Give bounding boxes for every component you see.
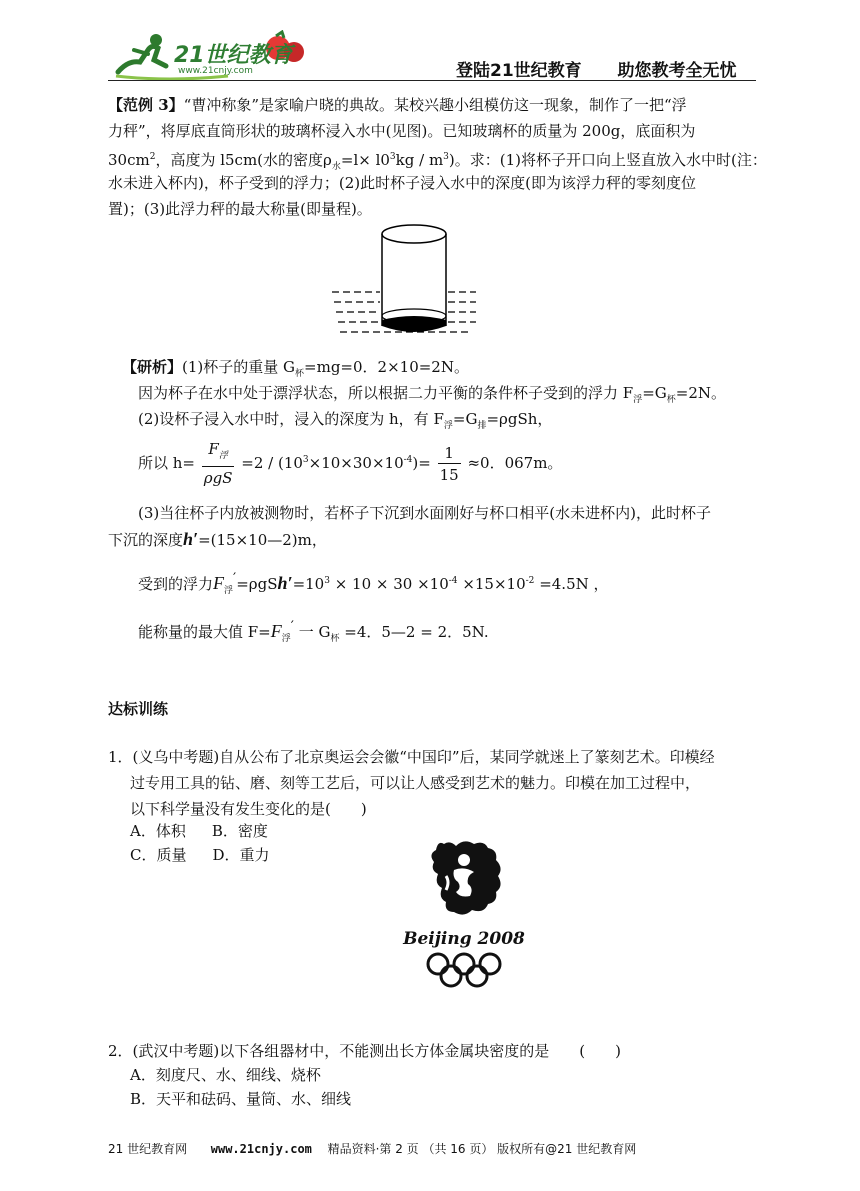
footer: [108, 1140, 636, 1157]
analysis-line3: (2)设杯子浸入水中时，浸入的深度为 h，有 $F_浮=G_排=\rho gSh$，: [138, 410, 553, 431]
header-slogan: [456, 56, 737, 81]
q1-line3: 以下科学量没有发生变化的是( ): [130, 800, 367, 818]
analysis-line8: 能称量的最大值 $F=F_浮'$ 一 $G_杯 =4$．5—2 = 2．5N.: [138, 619, 489, 644]
fraction-f-over-rhogs: $\frac{F_浮}{\text{ρgS}}$: [203, 440, 233, 487]
emblem-text: Beijing 2008: [403, 929, 525, 949]
q2-option-b[interactable]: B．天平和砝码、量筒、水、细线: [130, 1090, 352, 1108]
q1-options-row2: [130, 842, 270, 868]
analysis-tag: 【研析】: [122, 358, 183, 376]
analysis-line5: (3)当往杯子内放被测物时，若杯子下沉到水面刚好与杯口相平(水未进杯内)，此时杯子: [138, 504, 711, 522]
example3-line1: 【范例 3】“曹冲称象”是家喻户晓的典故。某校兴趣小组模仿这一现象，制作了一把“浮: [108, 96, 687, 114]
q1-option-c[interactable]: C．质量: [130, 846, 187, 864]
footer-site: 21 世纪教育网: [108, 1142, 188, 1156]
header-logo[interactable]: [108, 30, 308, 82]
logo-url: www.21cnjy.com: [178, 66, 253, 76]
example3-tag: 【范例 3】: [108, 96, 184, 114]
analysis-line4-formula: 所以 h= $\frac{F_浮}{\text{ρgS}}$ $=2 / (10^3\times 10\times 30\times 10^{-4})=$ $\frac{1}{15}$ ≈0．067m。: [138, 440, 563, 487]
slogan-login: 登陆21世纪教育: [456, 61, 582, 81]
q1-option-d[interactable]: D．重力: [212, 846, 270, 864]
logo-text: 21世纪教育: [174, 43, 293, 68]
beijing-2008-emblem-image: [398, 840, 530, 1000]
glass-in-water-figure: [330, 222, 478, 340]
q1-option-a[interactable]: A．体积: [130, 822, 186, 840]
example3-line5: 置)；(3)此浮力秤的最大称量(即量程)。: [108, 200, 372, 218]
q2-line1: 2．(武汉中考题)以下各组器材中，不能测出长方体金属块密度的是 ( ): [108, 1042, 621, 1060]
q1-line2: 过专用工具的钻、磨、刻等工艺后，可以让人感受到艺术的魅力。印模在加工过程中，: [130, 774, 701, 792]
footer-url-link[interactable]: www.21cnjy.com: [210, 1142, 312, 1156]
analysis-line1: 【研析】(1)杯子的重量 $G_杯=mg=0$．2×10=2N。: [122, 358, 469, 379]
example3-line3: $30cm^2$，高度为 l5cm(水的密度$\rho_水=l\times l0^3kg / m^3$)。求：(1)将杯子开口向上竖直放入水中时(注：: [108, 151, 767, 172]
section-title: 达标训练: [108, 700, 169, 718]
fraction-one-fifteenth: $\frac{1}{15}$: [439, 443, 459, 484]
q1-option-b[interactable]: B．密度: [211, 822, 268, 840]
analysis-line7: 受到的浮力$F_浮'=\rho gSh'=10^3 \times 10 \times 30 \times 10^{-4} \times 15\times 10^{-2} =4.5N$ ，: [138, 571, 609, 596]
footer-copyright: 精品资料·第 2 页 （共 16 页） 版权所有@21 世纪教育网: [327, 1142, 637, 1156]
example3-line2: 力秤”，将厚底直筒形状的玻璃杯浸入水中(见图)。已知玻璃杯的质量为 200g，底面积为: [108, 122, 696, 140]
analysis-line2: 因为杯子在水中处于漂浮状态，所以根据二力平衡的条件杯子受到的浮力 $F_浮=G_杯=2N$。: [138, 384, 727, 405]
header-divider: [108, 80, 756, 81]
q1-options-row1: [130, 818, 268, 844]
q1-line1: 1．(义乌中考题)自从公布了北京奥运会会徽“中国印”后，某同学就迷上了篆刻艺术。印模经: [108, 748, 715, 766]
analysis-line6: 下沉的深度h′=(15×10—2)m，: [108, 529, 327, 549]
slogan-help: 助您教考全无忧: [617, 61, 737, 81]
q2-option-a[interactable]: A．刻度尺、水、细线、烧杯: [130, 1066, 321, 1084]
example3-line4: 水未进入杯内)，杯子受到的浮力；(2)此时杯子浸入水中的深度(即为该浮力秤的零刻度位: [108, 174, 696, 192]
